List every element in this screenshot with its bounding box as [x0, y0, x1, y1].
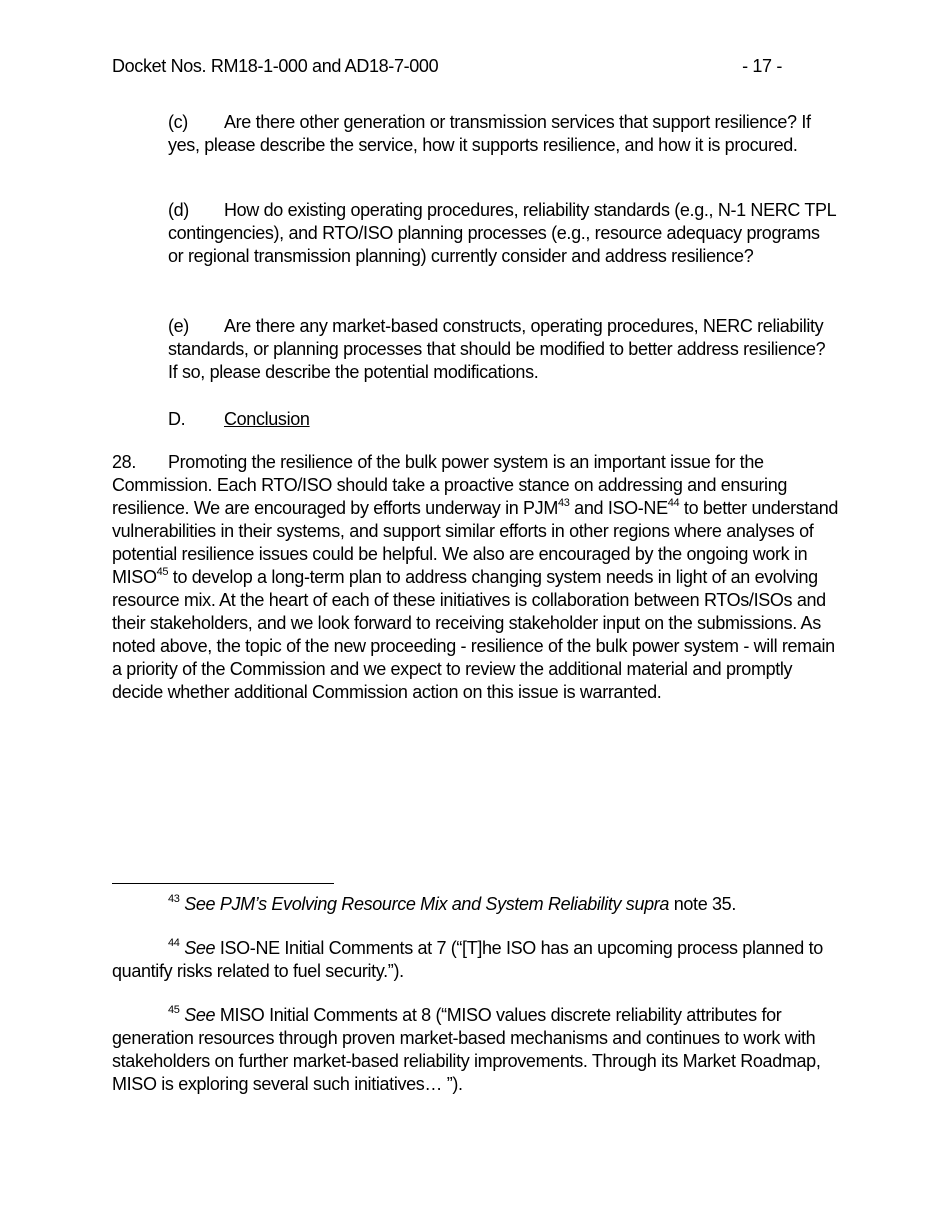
question-c	[168, 111, 838, 157]
footnote-text: MISO Initial Comments at 8 (“MISO values discrete reliability attributes for generation resources through proven market-based mechanisms and continues to work with stakeholders on further market-based reliability improvements. Through its Market Roadmap, MISO is exploring several such initiatives… ”).	[112, 1005, 821, 1094]
footnote-ref-44[interactable]: 44	[667, 497, 680, 509]
paragraph-text-2: and ISO-NE	[569, 498, 668, 518]
paragraph-text-3: to better understand vulnerabilities in their systems, and support similar efforts in other regions where analyses of potential resilience issues could be helpful. We also are encouraged by the ongoing work in MISO	[112, 498, 839, 587]
question-text: Are there other generation or transmission services that support resilience? If yes, please describe the service, how it supports resilience, and how it is procured.	[168, 112, 811, 155]
footnote-43	[112, 893, 842, 916]
question-text: How do existing operating procedures, reliability standards (e.g., N-1 NERC TPL contingencies), and RTO/ISO planning processes (e.g., resource adequacy programs or regional transmission planning) currently consider and address resilience?	[168, 200, 836, 266]
footnote-number: 45	[168, 1004, 180, 1016]
footnote-number: 43	[168, 893, 180, 905]
footnote-text: ISO-NE Initial Comments at 7 (“[T]he ISO has an upcoming process planned to quantify risks related to fuel security.”).	[112, 938, 823, 981]
section-label: D.	[168, 409, 186, 429]
section-title: Conclusion	[224, 409, 310, 429]
page-header	[112, 55, 782, 79]
docket-number: Docket Nos. RM18-1-000 and AD18-7-000	[112, 56, 439, 76]
question-label: (e)	[168, 316, 189, 336]
footnote-45	[112, 1004, 842, 1096]
question-label: (c)	[168, 112, 188, 132]
question-d	[168, 199, 838, 268]
paragraph-text-4: to develop a long-term plan to address changing system needs in light of an evolving resource mix. At the heart of each of these initiatives is collaboration between RTOs/ISOs and their stakeholders, and we look forward to receiving stakeholder input on the submissions. As noted above, the topic of the new proceeding - resilience of the bulk power system - will remain a priority of the Commission and we expect to review the additional material and promptly decide whether additional Commission action on this issue is warranted.	[112, 567, 835, 702]
section-heading	[168, 408, 310, 431]
footnote-italic: See	[184, 938, 216, 958]
paragraph-28	[112, 451, 842, 704]
question-e	[168, 315, 838, 384]
page-number: - 17 -	[742, 56, 782, 76]
question-label: (d)	[168, 200, 189, 220]
paragraph-text-1: Promoting the resilience of the bulk power system is an important issue for the Commission. Each RTO/ISO should take a proactive stance on addressing and ensuring resilience. We are encouraged by efforts underway in PJM	[112, 452, 788, 518]
footnote-ref-43[interactable]: 43	[557, 497, 570, 509]
footnote-ref-45[interactable]: 45	[156, 566, 169, 578]
paragraph-number: 28.	[112, 452, 136, 472]
footnote-italic: See	[184, 1005, 216, 1025]
footnote-text: note 35.	[669, 894, 736, 914]
footnote-separator	[112, 883, 334, 884]
question-text: Are there any market-based constructs, operating procedures, NERC reliability standards, or planning processes that should be modified to better address resilience? If so, please describe the potential modifications.	[168, 316, 826, 382]
footnote-number: 44	[168, 937, 180, 949]
footnote-italic: See PJM’s Evolving Resource Mix and System Reliability supra	[184, 894, 670, 914]
footnote-44	[112, 937, 842, 983]
